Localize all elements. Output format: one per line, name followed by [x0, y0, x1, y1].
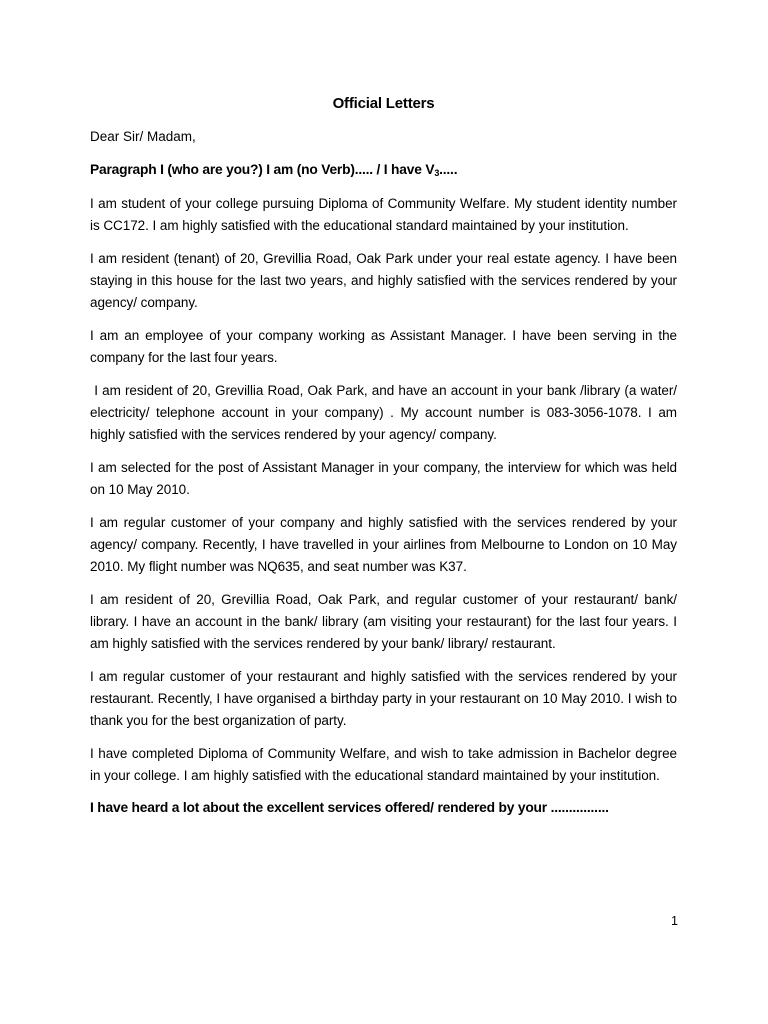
document-title: Official Letters	[332, 95, 435, 112]
page-number: 1	[671, 914, 678, 928]
section-heading	[90, 160, 677, 180]
paragraph-account-holder: I am resident of 20, Grevillia Road, Oak Park, and have an account in your bank /library (a water/ electricity/ telephone account in your company) . My account number is 083-3056-1078. I am highly satisfied with the services rendered by your agency/ company.	[90, 383, 681, 442]
document-body	[90, 94, 681, 818]
paragraph-airline-customer: I am regular customer of your company and highly satisfied with the services rendered by your agency/ company. Recently, I have travelled in your airlines from Melbourne to London on 10 May 2010. My flight number was NQ635, and seat number was K37.	[90, 515, 677, 574]
section-heading-tail: .....	[439, 162, 458, 177]
paragraph-student: I am student of your college pursuing Diploma of Community Welfare. My student identity number is CC172. I am highly satisfied with the educational standard maintained by your institution.	[90, 196, 677, 233]
section-heading-subscript: 3	[434, 168, 440, 178]
closing-heading: I have heard a lot about the excellent services offered/ rendered by your ................	[90, 800, 609, 815]
paragraph-admission: I have completed Diploma of Community Welfare, and wish to take admission in Bachelor degree in your college. I am highly satisfied with the educational standard maintained by your institution.	[90, 746, 677, 783]
salutation: Dear Sir/ Madam,	[90, 129, 196, 144]
paragraph-restaurant-bank-customer: I am resident of 20, Grevillia Road, Oak Park, and regular customer of your restaurant/ bank/ library. I have an account in the bank/ library (am visiting your restaurant) for the last four years. I am highly satisfied with the services rendered by your bank/ library/ restaurant.	[90, 592, 677, 651]
paragraph-tenant: I am resident (tenant) of 20, Grevillia Road, Oak Park under your real estate agency. I have been staying in this house for the last two years, and highly satisfied with the services rendered by your agency/ company.	[90, 251, 677, 310]
paragraph-selected-candidate: I am selected for the post of Assistant Manager in your company, the interview for which was held on 10 May 2010.	[90, 460, 677, 497]
section-heading-main: Paragraph I (who are you?) I am (no Verb)..... / I have V	[90, 162, 435, 177]
paragraph-employee: I am an employee of your company working as Assistant Manager. I have been serving in the company for the last four years.	[90, 328, 677, 365]
paragraph-restaurant-customer: I am regular customer of your restaurant and highly satisfied with the services rendered by your restaurant. Recently, I have organised a birthday party in your restaurant on 10 May 2010. I wish to thank you for the best organization of party.	[90, 669, 677, 728]
